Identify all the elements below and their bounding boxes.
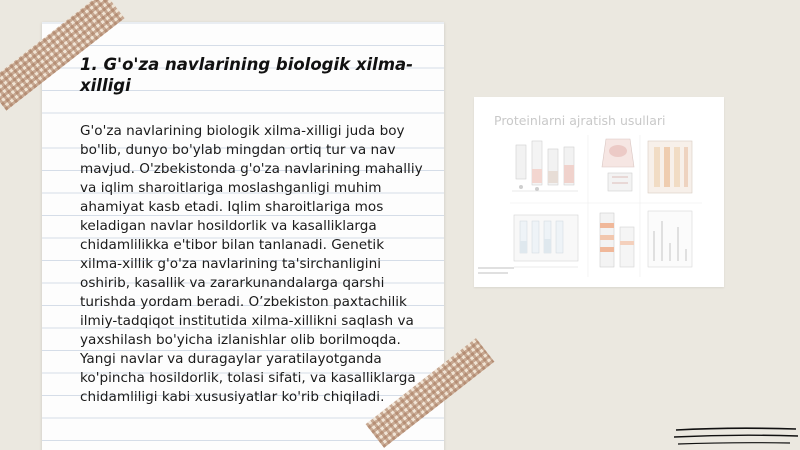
- slide-body-text: G'o'za navlarining biologik xilma-xilligi juda boy bo'lib, dunyo bo'ylab mingdan ortiq tur va nav mavjud. O'zbekistonda g'o'za navlarining mahalliy va iqlim sharoitlariga moslashganligi muhim ahamiyat kasb etadi. Iqlim sharoitlariga mos keladigan navlar hosildorlik va kasalliklarga chidamlilikka e'tibor bilan tanlanadi. Genetik xilma-xillik g'o'za navlarining ta'sirchanligini oshirib, kasallik va zararkunandalarga qarshi turishda yordam beradi. O’zbekiston paxtachilik ilmiy-tadqiqot institutida xilma-xillikni saqlash va yaxshilash bo'yicha izlanishlar olib borilmoqda. Yangi navlar va duragaylar yaratilayotganda ko'pincha hosildorlik, tolasi sifati, va kasalliklarga chidamliligi kabi xususiyatlar ko'rib chiqiladi.: [80, 123, 423, 405]
- chromatography-columns-illustration: [512, 141, 578, 191]
- figure-title: Proteinlarni ajratish usullari: [494, 113, 666, 128]
- slide-title: 1. G'o'za navlarining biologik xilma-xilligi: [80, 55, 413, 95]
- caption-placeholder-lines: [478, 265, 518, 279]
- figure-card: [474, 97, 724, 287]
- figure-caption-smudge: [478, 265, 518, 281]
- decorative-strokes: [672, 424, 800, 450]
- centrifuge-illustration: [602, 139, 634, 191]
- column-separation-illustration: [600, 213, 634, 267]
- spectrometry-illustration: [648, 211, 692, 267]
- test-tubes-illustration: [514, 215, 578, 267]
- gel-electrophoresis-illustration: [648, 141, 692, 193]
- protein-separation-diagram: [508, 131, 704, 281]
